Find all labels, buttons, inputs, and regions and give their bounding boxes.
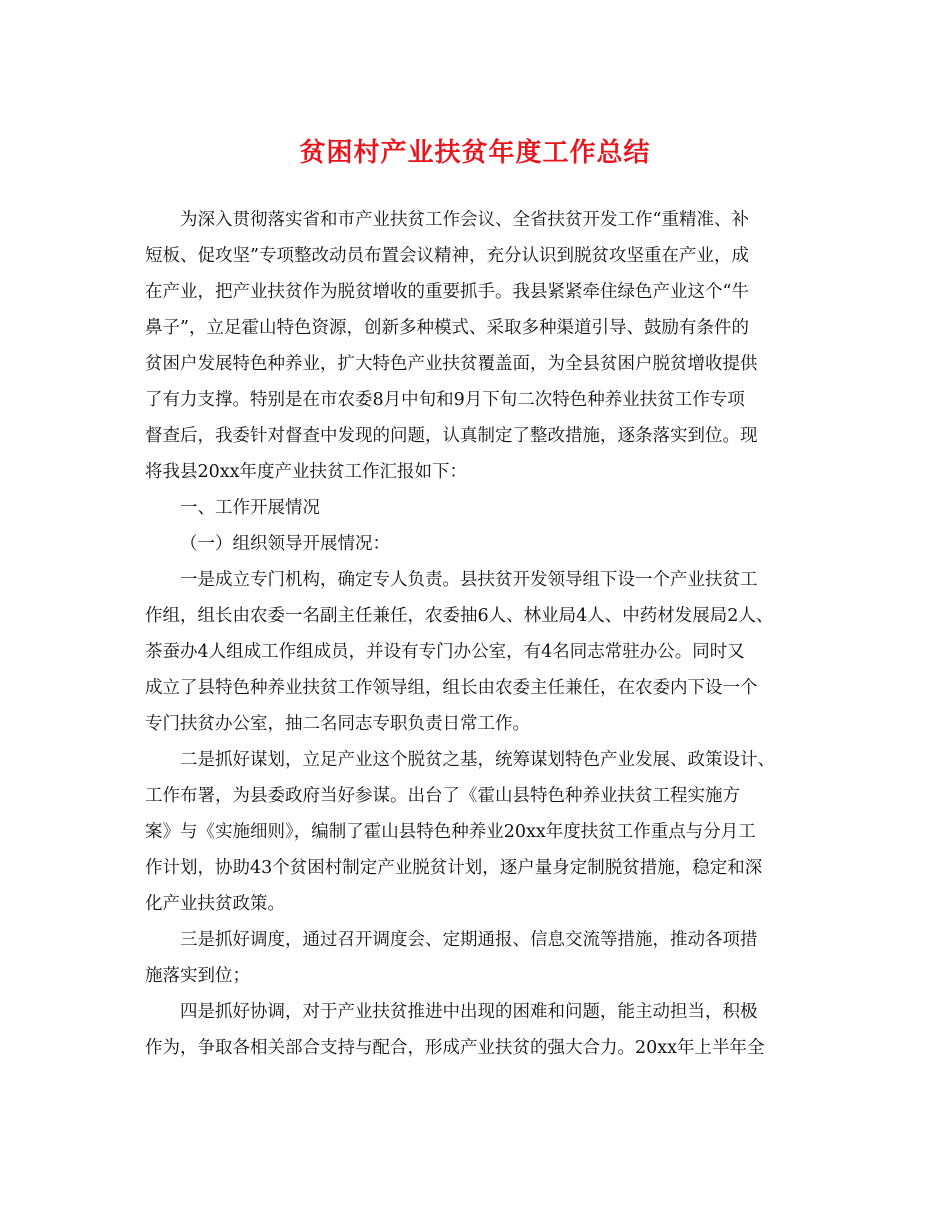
subsection-heading: （一）组织领导开展情况：	[180, 534, 390, 554]
paragraph-line: 二是抓好谋划，立足产业这个脱贫之基，统筹谋划特色产业发展、政策设计、	[180, 750, 775, 770]
paragraph-line: 为深入贯彻落实省和市产业扶贫工作会议、全省扶贫开发工作“重精准、补	[180, 210, 749, 230]
paragraph-line: 化产业扶贫政策。	[145, 894, 285, 914]
paragraph-line: 作为，争取各相关部合支持与配合，形成产业扶贫的强大合力。20xx年上半年全	[145, 1038, 765, 1058]
document-title: 贫困村产业扶贫年度工作总结	[299, 138, 651, 168]
paragraph-line: 贫困户发展特色种养业，扩大特色产业扶贫覆盖面，为全县贫困户脱贫增收提供	[145, 354, 758, 374]
paragraph-line: 作组，组长由农委一名副主任兼任，农委抽6人、林业局4人、中药材发展局2人、	[145, 606, 774, 626]
paragraph-line: 施落实到位；	[145, 966, 250, 986]
paragraph-line: 茶蚕办4人组成工作组成员，并设有专门办公室，有4名同志常驻办公。同时又	[145, 642, 745, 662]
paragraph-line: 成立了县特色种养业扶贫工作领导组，组长由农委主任兼任，在农委内下设一个	[145, 678, 758, 698]
paragraph-line: 作计划，协助43个贫困村制定产业脱贫计划，逐户量身定制脱贫措施，稳定和深	[145, 858, 763, 878]
paragraph-line: 在产业，把产业扶贫作为脱贫增收的重要抓手。我县紧紧牵住绿色产业这个“牛	[145, 282, 749, 302]
paragraph-line: 四是抓好协调，对于产业扶贫推进中出现的困难和问题，能主动担当，积极	[180, 1002, 758, 1022]
paragraph-line: 短板、促攻坚”专项整改动员布置会议精神，充分认识到脱贫攻坚重在产业，成	[145, 246, 749, 266]
paragraph-line: 案》与《实施细则》，编制了霍山县特色种养业20xx年度扶贫工作重点与分月工	[145, 822, 756, 842]
paragraph-line: 专门扶贫办公室，抽二名同志专职负责日常工作。	[145, 714, 530, 734]
paragraph-line: 了有力支撑。特别是在市农委8月中旬和9月下旬二次特色种养业扶贫工作专项	[145, 390, 745, 410]
paragraph-line: 工作布署，为县委政府当好参谋。出台了《霍山县特色种养业扶贫工程实施方	[145, 786, 740, 806]
paragraph-line: 一是成立专门机构，确定专人负责。县扶贫开发领导组下设一个产业扶贫工	[180, 570, 758, 590]
paragraph-line: 鼻子”，立足霍山特色资源，创新多种模式、采取多种渠道引导、鼓励有条件的	[145, 318, 749, 338]
paragraph-line: 三是抓好调度，通过召开调度会、定期通报、信息交流等措施，推动各项措	[180, 930, 758, 950]
paragraph-line: 将我县20xx年度产业扶贫工作汇报如下：	[145, 462, 468, 482]
section-heading: 一、工作开展情况	[180, 498, 320, 518]
paragraph-line: 督查后，我委针对督查中发现的问题，认真制定了整改措施，逐条落实到位。现	[145, 426, 758, 446]
